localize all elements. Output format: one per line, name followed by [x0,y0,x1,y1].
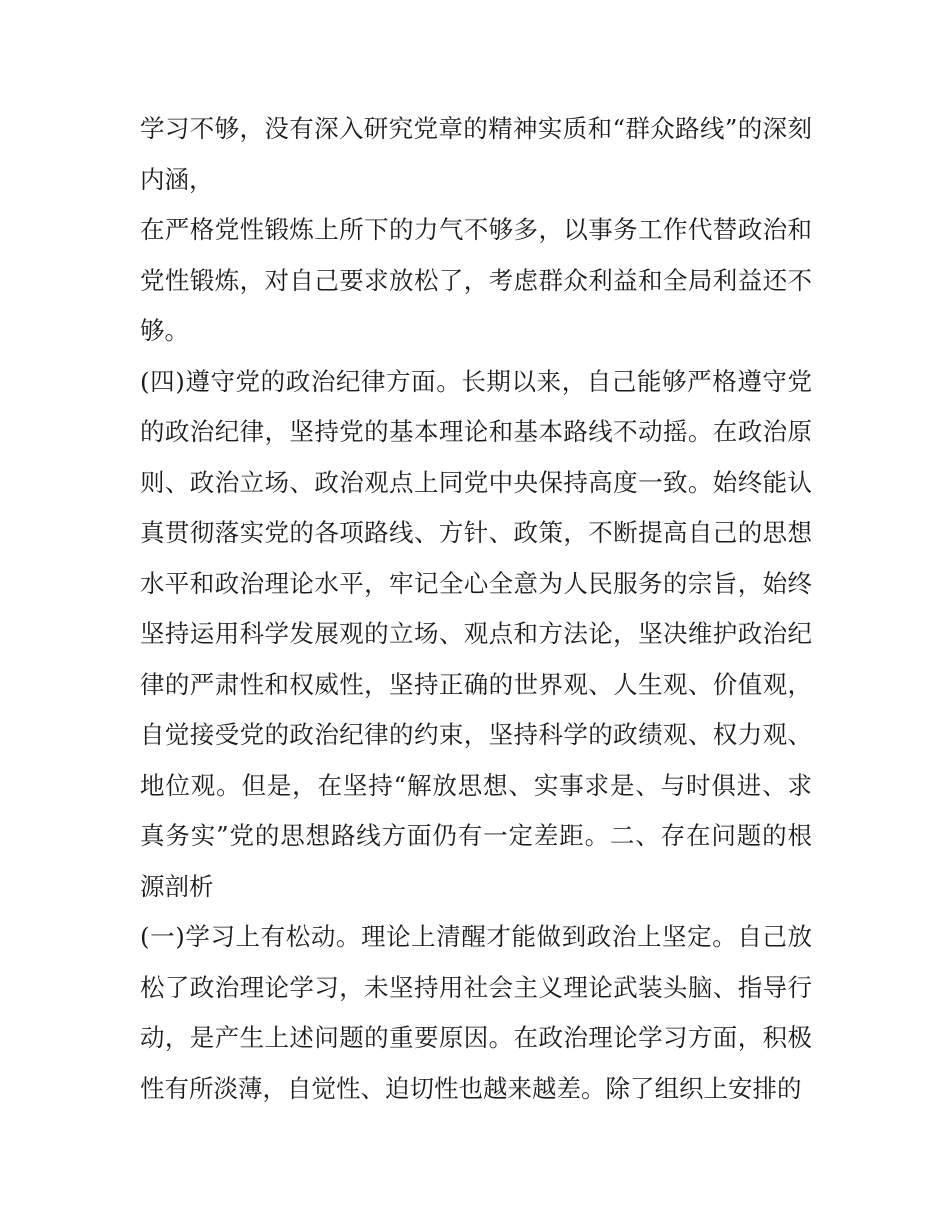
paragraph-2: 在严格党性锻炼上所下的力气不够多，以事务工作代替政治和党性锻炼，对自己要求放松了，考虑群众利益和全局利益还不够。 [140,215,812,345]
document-body [140,104,812,1114]
paragraph-3: (四)遵守党的政治纪律方面。长期以来，自己能够严格遵守党的政治纪律，坚持党的基本理论和基本路线不动摇。在政治原则、政治立场、政治观点上同党中央保持高度一致。始终能认真贯彻落实党的各项路线、方针、政策，不断提高自己的思想水平和政治理论水平，牢记全心全意为人民服务的宗旨，始终坚持运用科学发展观的立场、观点和方法论，坚决维护政治纪律的严肃性和权威性，坚持正确的世界观、人生观、价值观，自觉接受党的政治纪律的约束，坚持科学的政绩观、权力观、地位观。但是，在坚持“解放思想、实事求是、与时俱进、求真务实”党的思想路线方面仍有一定差距。二、存在问题的根源剖析 [140,366,812,901]
paragraph-1: 学习不够，没有深入研究党章的精神实质和“群众路线”的深刻内涵， [140,114,812,194]
paragraph-4: (一)学习上有松动。理论上清醒才能做到政治上坚定。自己放松了政治理论学习，未坚持用社会主义理论武装头脑、指导行动，是产生上述问题的重要原因。在政治理论学习方面，积极性有所淡薄，自觉性、迫切性也越来越差。除了组织上安排的 [140,922,812,1103]
